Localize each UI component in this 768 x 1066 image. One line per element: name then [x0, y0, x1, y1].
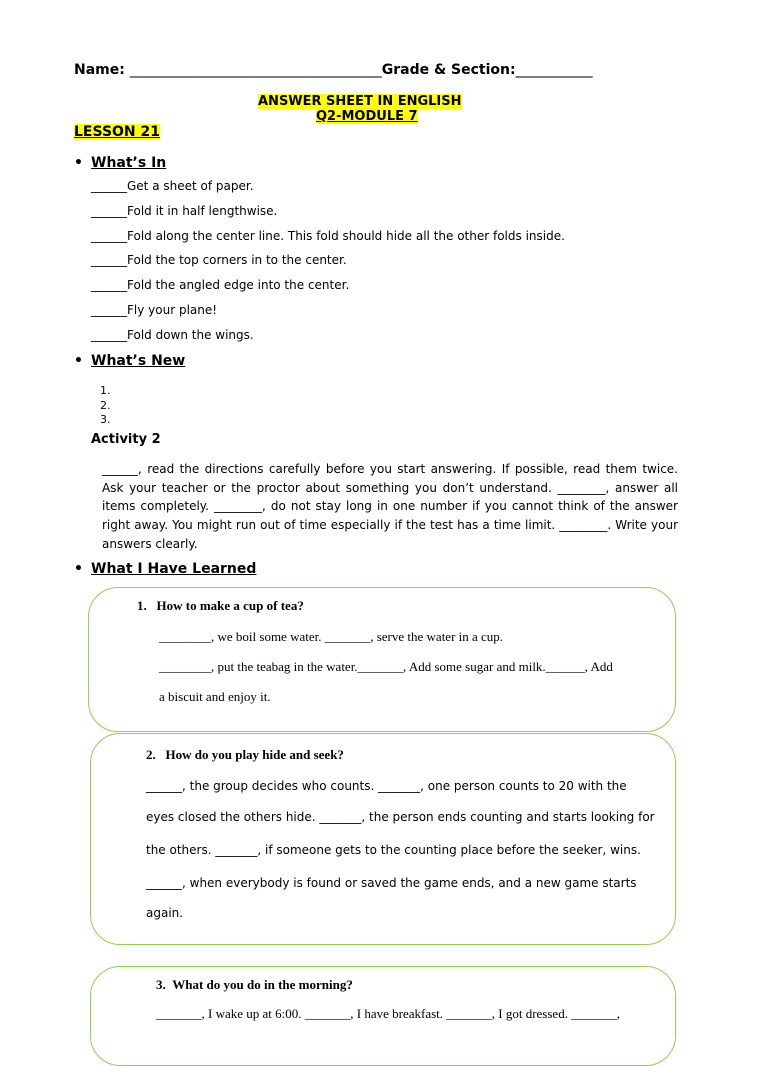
number-item: 2.	[100, 399, 111, 412]
section-title: What’s In	[91, 155, 167, 171]
lesson-title: LESSON 21	[74, 124, 160, 140]
answer-line: ________, we boil some water. _______, serve the water in a cup.	[159, 629, 504, 644]
answer-line: ______, when everybody is found or saved the game ends, and a new game starts	[146, 876, 637, 890]
number-item: 3.	[100, 413, 111, 426]
list-item: ______Fold along the center line. This fold should hide all the other folds inside.	[91, 229, 565, 243]
list-item: ______Fold down the wings.	[91, 328, 254, 342]
answer-box-tea	[88, 587, 676, 732]
list-item: ______Fold the angled edge into the center.	[91, 278, 350, 292]
number-item: 1.	[100, 384, 111, 397]
question-title: 1. How to make a cup of tea?	[137, 598, 304, 613]
section-whats-in	[74, 155, 166, 171]
bullet-icon: •	[74, 353, 83, 369]
list-item: ______Fly your plane!	[91, 303, 218, 317]
section-title: What I Have Learned	[91, 561, 257, 577]
name-grade-line	[74, 62, 593, 78]
activity-title: Activity 2	[91, 432, 161, 447]
grade-label: Grade & Section:	[381, 62, 516, 78]
question-title: 2. How do you play hide and seek?	[146, 747, 344, 762]
section-what-i-have-learned	[74, 561, 256, 577]
answer-line: a biscuit and enjoy it.	[159, 689, 271, 704]
answer-line: ______, the group decides who counts. _______, one person counts to 20 with the	[146, 779, 627, 793]
answer-sheet-title: ANSWER SHEET IN ENGLISH	[258, 94, 462, 109]
bullet-icon: •	[74, 561, 83, 577]
activity-paragraph: ______, read the directions carefully before you start answering. If possible, read them twice. Ask your teacher or the proctor about something you don’t understand. ________, answer all items completely. ________, do not stay long in one number if you cannot think of the answer right away. You might run out of time especially if the test has a time limit. ________. Write your answers clearly.	[102, 462, 678, 551]
answer-line: _______, I wake up at 6:00. _______, I have breakfast. _______, I got dressed. _______,	[156, 1006, 620, 1021]
answer-line: ________, put the teabag in the water._______, Add some sugar and milk.______, Add	[159, 659, 613, 674]
question-title: 3. What do you do in the morning?	[156, 977, 353, 992]
answer-box-morning	[90, 966, 676, 1066]
grade-blank: ___________	[515, 62, 593, 78]
answer-line: the others. _______, if someone gets to the counting place before the seeker, wins.	[146, 843, 641, 857]
list-item: ______Fold it in half lengthwise.	[91, 204, 278, 218]
answer-box-hide-and-seek	[90, 733, 676, 945]
name-blank: ____________________________________	[129, 62, 382, 78]
answer-line: eyes closed the others hide. _______, the person ends counting and starts looking for	[146, 810, 655, 824]
list-item: ______Get a sheet of paper.	[91, 179, 254, 193]
list-item: ______Fold the top corners in to the center.	[91, 253, 347, 267]
section-title: What’s New	[91, 353, 186, 369]
name-label: Name:	[74, 62, 125, 78]
section-whats-new	[74, 353, 185, 369]
bullet-icon: •	[74, 155, 83, 171]
module-title: Q2-MODULE 7	[316, 109, 418, 124]
answer-line: again.	[146, 906, 184, 920]
